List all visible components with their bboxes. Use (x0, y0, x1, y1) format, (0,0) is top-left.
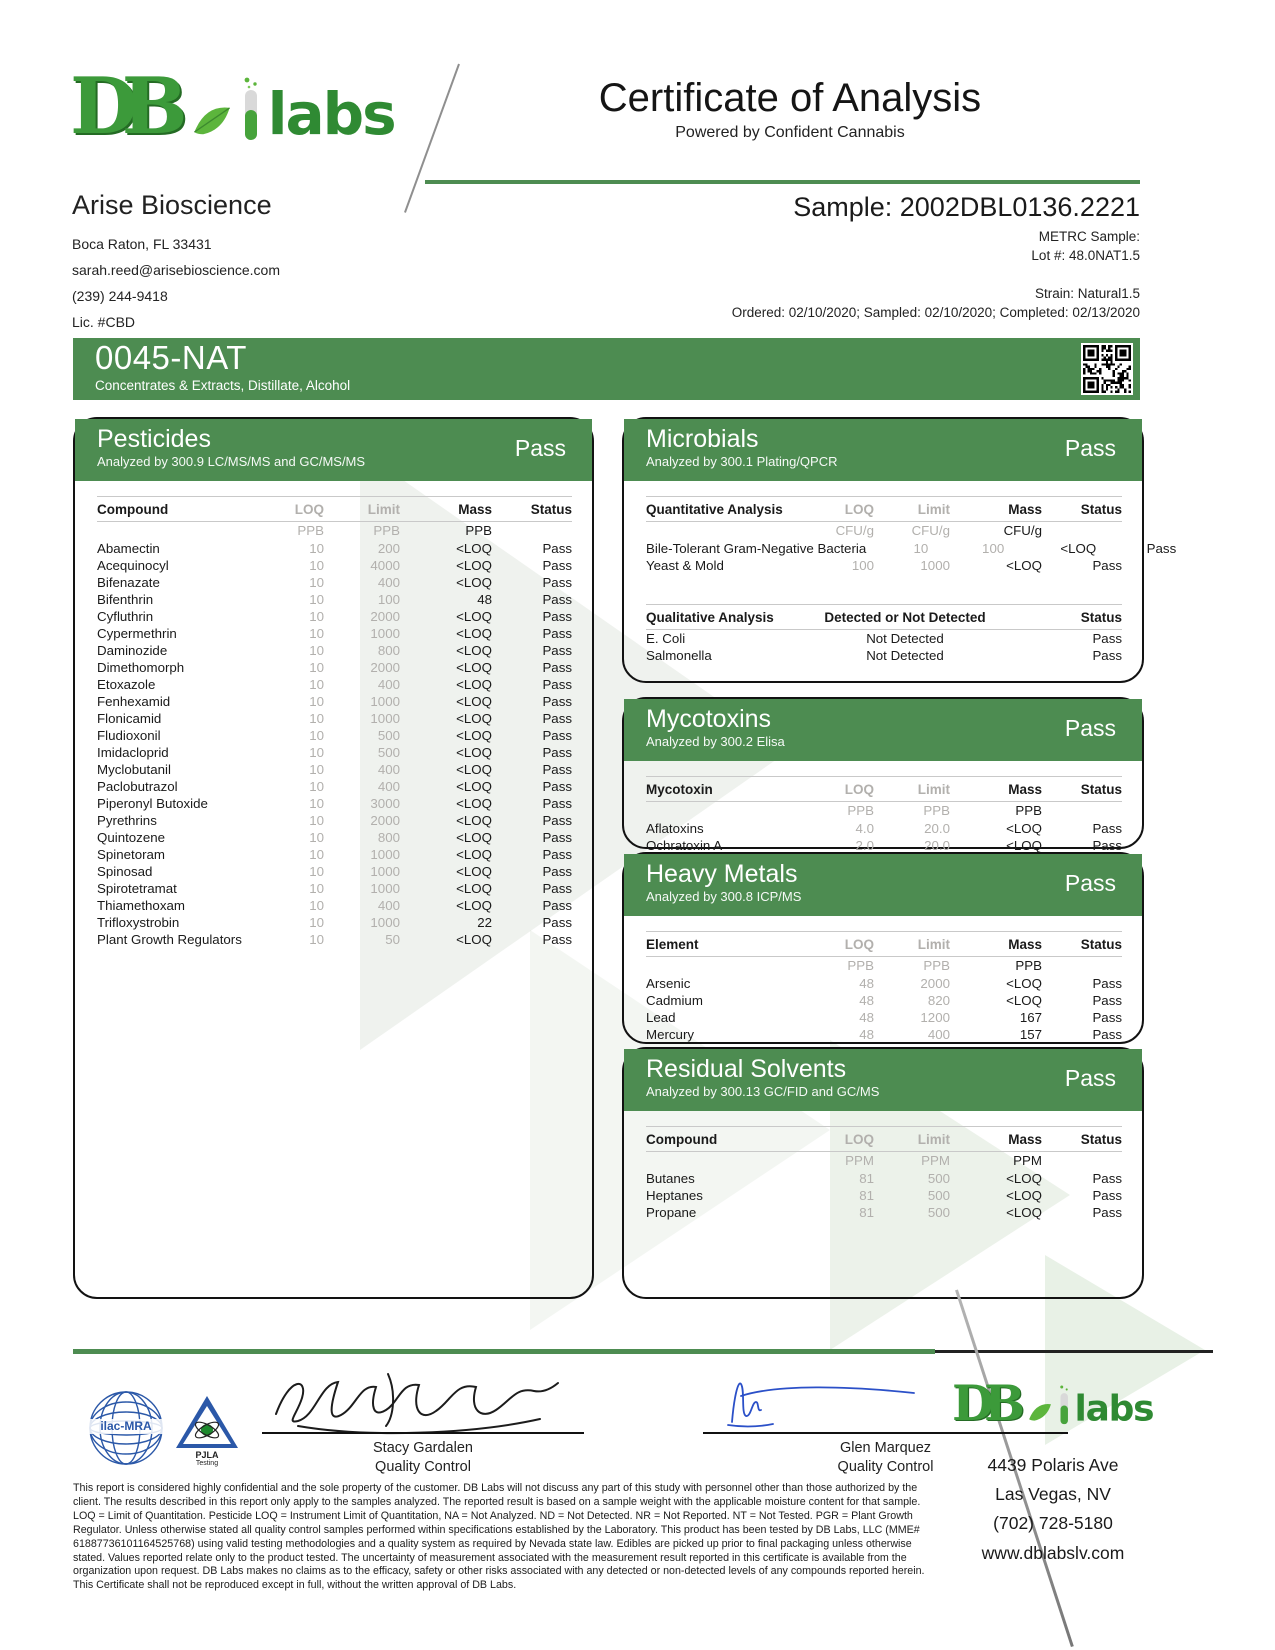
table-units-row: CFU/g CFU/g CFU/g (835, 523, 1042, 538)
pesticides-table (97, 496, 572, 948)
table-header-row: Element LOQ Limit Mass Status (646, 931, 1122, 957)
table-header-row: Compound LOQ Limit Mass Status (646, 1126, 1122, 1152)
table-row: Flonicamid 10 1000 <LOQ Pass (97, 711, 572, 726)
pesticides-title: Pesticides (97, 425, 211, 453)
table-row: Lead 48 1200 167 Pass (646, 1010, 1122, 1025)
mycotoxins-table (646, 776, 1122, 854)
table-row: Daminozide 10 800 <LOQ Pass (97, 643, 572, 658)
microbials-qualitative-table (646, 604, 1122, 664)
test-tube-icon (238, 76, 264, 142)
table-row: Pyrethrins 10 2000 <LOQ Pass (97, 813, 572, 828)
table-row: Yeast & Mold 100 1000 <LOQ Pass (646, 558, 1122, 573)
heavy-metals-status-badge: Pass (1064, 870, 1116, 896)
sample-id: Sample: 2002DBL0136.2221 (793, 192, 1140, 222)
residual-solvents-card (622, 1047, 1144, 1299)
db-labs-logo-labs: labs (1074, 1386, 1154, 1430)
residual-solvents-header (624, 1049, 1142, 1111)
table-row: Aflatoxins 4.0 20.0 <LOQ Pass (646, 821, 1122, 836)
mycotoxins-method: Analyzed by 300.2 Elisa (646, 734, 785, 749)
table-row: Spirotetramat 10 1000 <LOQ Pass (97, 881, 572, 896)
mycotoxins-title: Mycotoxins (646, 705, 772, 733)
pjla-logo: PJLA Testing (174, 1394, 240, 1470)
page-subtitle: Powered by Confident Cannabis (675, 124, 905, 141)
table-header-row: Mycotoxin LOQ Limit Mass Status (646, 776, 1122, 802)
table-row: Thiamethoxam 10 400 <LOQ Pass (97, 898, 572, 913)
table-row: Etoxazole 10 400 <LOQ Pass (97, 677, 572, 692)
product-banner (73, 338, 1140, 400)
table-row: Fenhexamid 10 1000 <LOQ Pass (97, 694, 572, 709)
residual-solvents-title: Residual Solvents (646, 1055, 847, 1083)
table-row: Arsenic 48 2000 <LOQ Pass (646, 976, 1122, 991)
table-row: Myclobutanil 10 400 <LOQ Pass (97, 762, 572, 777)
table-row: Piperonyl Butoxide 10 3000 <LOQ Pass (97, 796, 572, 811)
table-row: Cadmium 48 820 <LOQ Pass (646, 993, 1122, 1008)
table-row: Cypermethrin 10 1000 <LOQ Pass (97, 626, 572, 641)
signer-title: Quality Control (375, 1459, 471, 1475)
residual-solvents-method: Analyzed by 300.13 GC/FID and GC/MS (646, 1084, 880, 1099)
residual-solvents-status-badge: Pass (1064, 1065, 1116, 1091)
db-labs-logo-db: DB (70, 61, 172, 152)
table-header-row: Compound LOQ Limit Mass Status (97, 496, 572, 522)
table-row: Butanes 81 500 <LOQ Pass (646, 1171, 1122, 1186)
table-row: Spinosad 10 1000 <LOQ Pass (97, 864, 572, 879)
pesticides-card (73, 417, 594, 1299)
table-row: Trifloxystrobin 10 1000 22 Pass (97, 915, 572, 930)
residual-solvents-table (646, 1126, 1122, 1221)
client-email: sarah.reed@arisebioscience.com (72, 262, 280, 278)
signer-title: Quality Control (837, 1459, 934, 1475)
table-row: Bifenazate 10 400 <LOQ Pass (97, 575, 572, 590)
metrc-sample-label: METRC Sample: (1038, 229, 1140, 244)
lab-website: www.dblabslv.com (981, 1543, 1125, 1563)
microbials-status-badge: Pass (1064, 435, 1116, 461)
leaf-icon (190, 98, 234, 142)
table-header-row: Qualitative Analysis Detected or Not Detected Status (646, 604, 1122, 630)
qr-code (1081, 343, 1133, 395)
order-dates: Ordered: 02/10/2020; Sampled: 02/10/2020; Completed: 02/13/2020 (731, 305, 1140, 320)
table-row: Bifenthrin 10 100 48 Pass (97, 592, 572, 607)
client-license: Lic. #CBD (72, 314, 136, 330)
ilac-mra-logo: ilac-MRA (86, 1388, 166, 1468)
table-row: Fludioxonil 10 500 <LOQ Pass (97, 728, 572, 743)
signer-name: Glen Marquez (839, 1440, 932, 1456)
client-phone: (239) 244-9418 (72, 288, 168, 304)
table-units-row: PPB PPB PPB (847, 958, 1042, 973)
table-units-row: PPB PPB PPB (297, 523, 492, 538)
table-row: Acequinocyl 10 4000 <LOQ Pass (97, 558, 572, 573)
disclaimer-text: This report is considered highly confidential and the sole property of the customer. DB Labs will not discuss any part of this study with personnel other than those authorized by the client. The results described in this report only apply to the samples analyzed. The reported result is based on a sample weight with the applicable moisture content for that sample. LOQ = Limit of Quantitation. Pesticide LOQ = Instrument Limit of Quantitation, NA = Not Analyzed. ND = Not Detected. NR = Not Reported. NT = Not Tested. PGR = Plant Growth Regulator. Unless otherwise stated all quality control samples performed within specifications established by the Laboratory. This product has been tested by DB Labs, LLC (MME# 61887736101164525768) using valid testing methodologies and a quality system as required by Nevada state law. Edibles are picked up prior to final packaging unless otherwise stated. Values reported relate only to the product tested. The uncertainty of measurement associated with the measurement result reported in this certificate is available from the organization upon request. DB Labs makes no claims as to the efficacy, safety or other risks associated with any detected or non-detected levels of any compounds reported herein. This Certificate shall not be reproduced except in full, without the written approval of DB Labs. (73, 1482, 925, 1592)
heavy-metals-header (624, 854, 1142, 916)
db-labs-logo (70, 61, 395, 152)
table-units-row: PPB PPB PPB (847, 803, 1042, 818)
strain-label: Strain: Natural1.5 (1034, 286, 1140, 301)
table-row: Salmonella Not Detected Pass (646, 648, 1122, 663)
page-title: Certificate of Analysis (598, 76, 982, 120)
lot-number: Lot #: 48.0NAT1.5 (1031, 248, 1140, 263)
heavy-metals-table (646, 931, 1122, 1043)
table-row: Cyfluthrin 10 2000 <LOQ Pass (97, 609, 572, 624)
mycotoxins-card (622, 697, 1144, 853)
microbials-title: Microbials (646, 425, 759, 453)
heavy-metals-card (622, 852, 1144, 1044)
microbials-method: Analyzed by 300.1 Plating/QPCR (646, 454, 838, 469)
glen-signature (718, 1372, 928, 1430)
table-row: Heptanes 81 500 <LOQ Pass (646, 1188, 1122, 1203)
microbials-card (622, 417, 1177, 683)
client-address: Boca Raton, FL 33431 (72, 236, 212, 252)
table-row: Ochratoxin A 2.0 20.0 <LOQ Pass (646, 838, 1122, 853)
mycotoxins-status-badge: Pass (1064, 715, 1116, 741)
signature-line (262, 1432, 584, 1434)
product-category: Concentrates & Extracts, Distillate, Alcohol (95, 378, 351, 393)
table-row: Paclobutrazol 10 400 <LOQ Pass (97, 779, 572, 794)
table-row: Abamectin 10 200 <LOQ Pass (97, 541, 572, 556)
table-row: Mercury 48 400 157 Pass (646, 1027, 1122, 1042)
db-labs-logo-labs: labs (267, 80, 395, 148)
pesticides-status-badge: Pass (514, 435, 566, 461)
client-name: Arise Bioscience (72, 190, 272, 220)
table-row: Bile-Tolerant Gram-Negative Bacteria 10 100 <LOQ Pass (646, 541, 1177, 556)
table-row: Dimethomorph 10 2000 <LOQ Pass (97, 660, 572, 675)
footer-divider-green (73, 1349, 935, 1354)
lab-address-line2: Las Vegas, NV (995, 1484, 1111, 1504)
lab-phone: (702) 728-5180 (993, 1513, 1113, 1533)
table-row: Plant Growth Regulators 10 50 <LOQ Pass (97, 932, 572, 947)
db-labs-footer-logo (952, 1375, 1154, 1432)
table-row: E. Coli Not Detected Pass (646, 631, 1122, 646)
table-row: Spinetoram 10 1000 <LOQ Pass (97, 847, 572, 862)
signer-name: Stacy Gardalen (373, 1440, 473, 1456)
microbials-header (624, 419, 1142, 481)
header-divider (425, 180, 1140, 184)
table-units-row: PPM PPM PPM (845, 1153, 1042, 1168)
heavy-metals-title: Heavy Metals (646, 860, 798, 888)
leaf-icon (1026, 1398, 1053, 1425)
pesticides-method: Analyzed by 300.9 LC/MS/MS and GC/MS/MS (97, 454, 366, 469)
decorative-diagonal-line (404, 64, 460, 213)
signature-line (703, 1432, 1068, 1434)
product-code: 0045-NAT (95, 339, 247, 376)
heavy-metals-method: Analyzed by 300.8 ICP/MS (646, 889, 802, 904)
table-header-row: Quantitative Analysis LOQ Limit Mass Status (646, 496, 1122, 522)
db-labs-logo-db: DB (952, 1375, 1015, 1432)
pesticides-header (75, 419, 592, 481)
stacy-signature (268, 1366, 563, 1430)
table-row: Propane 81 500 <LOQ Pass (646, 1205, 1122, 1220)
pjla-triangle-icon (174, 1394, 240, 1450)
table-row: Imidacloprid 10 500 <LOQ Pass (97, 745, 572, 760)
test-tube-icon (1056, 1384, 1072, 1425)
microbials-quantitative-table (646, 496, 1177, 574)
mycotoxins-header (624, 699, 1142, 761)
lab-address-line1: 4439 Polaris Ave (987, 1455, 1119, 1475)
table-row: Quintozene 10 800 <LOQ Pass (97, 830, 572, 845)
